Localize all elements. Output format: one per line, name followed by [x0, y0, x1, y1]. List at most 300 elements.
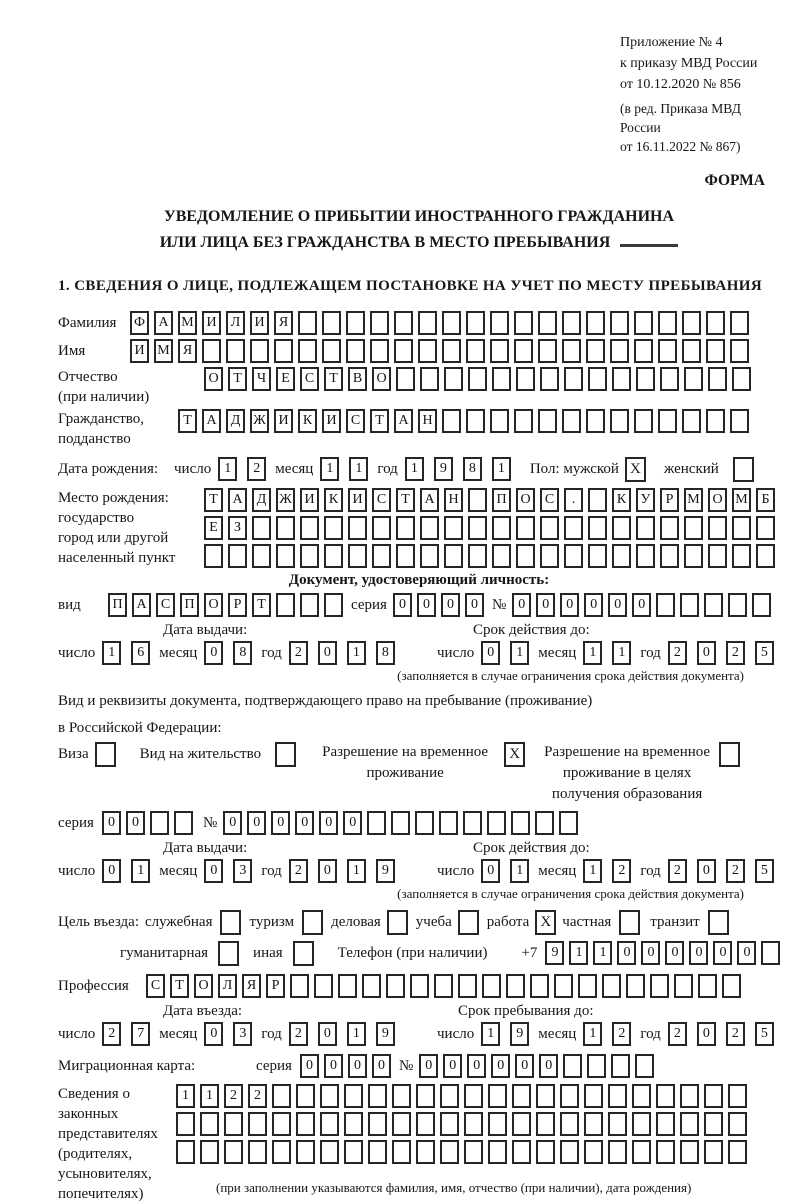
char-cell[interactable]: 0 — [324, 1054, 343, 1078]
char-cell[interactable] — [611, 1054, 630, 1078]
char-cell[interactable]: Л — [218, 974, 237, 998]
char-cell[interactable] — [728, 1140, 747, 1164]
char-cell[interactable] — [538, 339, 557, 363]
char-cell[interactable]: . — [564, 488, 583, 512]
char-cell[interactable] — [536, 1112, 555, 1136]
char-cell[interactable] — [656, 1084, 675, 1108]
char-cell[interactable]: 9 — [376, 859, 395, 883]
char-cell[interactable]: 5 — [755, 641, 774, 665]
char-cell[interactable] — [588, 516, 607, 540]
char-cell[interactable]: 2 — [668, 1022, 687, 1046]
char-cell[interactable] — [728, 593, 747, 617]
char-cell[interactable] — [492, 367, 511, 391]
char-cell[interactable] — [362, 974, 381, 998]
char-cell[interactable]: 0 — [102, 859, 121, 883]
char-cell[interactable] — [463, 811, 482, 835]
char-cell[interactable]: 0 — [419, 1054, 438, 1078]
char-cell[interactable]: 2 — [726, 859, 745, 883]
char-cell[interactable]: 1 — [510, 641, 529, 665]
char-cell[interactable]: 1 — [405, 457, 424, 481]
char-cell[interactable] — [660, 516, 679, 540]
char-cell[interactable] — [320, 1140, 339, 1164]
temp-residence-edu-checkbox[interactable] — [719, 742, 740, 767]
char-cell[interactable] — [367, 811, 386, 835]
char-cell[interactable]: 2 — [726, 641, 745, 665]
char-cell[interactable] — [276, 593, 295, 617]
char-cell[interactable] — [296, 1084, 315, 1108]
char-cell[interactable] — [586, 409, 605, 433]
char-cell[interactable] — [634, 339, 653, 363]
char-cell[interactable]: М — [154, 339, 173, 363]
char-cell[interactable] — [684, 367, 703, 391]
char-cell[interactable] — [276, 516, 295, 540]
char-cell[interactable] — [296, 1112, 315, 1136]
char-cell[interactable] — [252, 544, 271, 568]
char-cell[interactable]: С — [300, 367, 319, 391]
char-cell[interactable] — [722, 974, 741, 998]
char-cell[interactable]: Н — [444, 488, 463, 512]
char-cell[interactable] — [578, 974, 597, 998]
char-cell[interactable] — [588, 367, 607, 391]
char-cell[interactable] — [610, 311, 629, 335]
char-cell[interactable] — [732, 516, 751, 540]
char-cell[interactable]: 0 — [481, 859, 500, 883]
char-cell[interactable]: Е — [276, 367, 295, 391]
char-cell[interactable] — [320, 1112, 339, 1136]
char-cell[interactable]: 2 — [289, 859, 308, 883]
purpose-work-checkbox[interactable]: X — [535, 910, 556, 935]
char-cell[interactable]: 2 — [248, 1084, 267, 1108]
char-cell[interactable]: 1 — [347, 1022, 366, 1046]
char-cell[interactable]: Т — [178, 409, 197, 433]
char-cell[interactable] — [314, 974, 333, 998]
char-cell[interactable]: 1 — [593, 941, 612, 965]
char-cell[interactable]: 2 — [289, 641, 308, 665]
char-cell[interactable] — [394, 339, 413, 363]
char-cell[interactable] — [538, 409, 557, 433]
purpose-business-checkbox[interactable] — [387, 910, 408, 935]
char-cell[interactable] — [563, 1054, 582, 1078]
char-cell[interactable]: О — [708, 488, 727, 512]
char-cell[interactable]: 0 — [512, 593, 531, 617]
char-cell[interactable]: 9 — [434, 457, 453, 481]
char-cell[interactable] — [416, 1140, 435, 1164]
char-cell[interactable]: 0 — [372, 1054, 391, 1078]
char-cell[interactable] — [492, 544, 511, 568]
char-cell[interactable] — [704, 1112, 723, 1136]
char-cell[interactable]: Ч — [252, 367, 271, 391]
char-cell[interactable] — [708, 367, 727, 391]
char-cell[interactable] — [632, 1084, 651, 1108]
char-cell[interactable]: 0 — [539, 1054, 558, 1078]
char-cell[interactable]: 0 — [560, 593, 579, 617]
char-cell[interactable]: 2 — [247, 457, 266, 481]
char-cell[interactable] — [226, 339, 245, 363]
char-cell[interactable] — [761, 941, 780, 965]
char-cell[interactable]: 0 — [393, 593, 412, 617]
char-cell[interactable]: М — [178, 311, 197, 335]
char-cell[interactable] — [656, 1140, 675, 1164]
purpose-study-checkbox[interactable] — [458, 910, 479, 935]
char-cell[interactable] — [300, 544, 319, 568]
char-cell[interactable] — [554, 974, 573, 998]
char-cell[interactable]: А — [420, 488, 439, 512]
char-cell[interactable] — [658, 409, 677, 433]
char-cell[interactable]: 2 — [289, 1022, 308, 1046]
char-cell[interactable]: 0 — [617, 941, 636, 965]
char-cell[interactable]: О — [372, 367, 391, 391]
char-cell[interactable] — [512, 1084, 531, 1108]
purpose-official-checkbox[interactable] — [220, 910, 241, 935]
char-cell[interactable]: М — [684, 488, 703, 512]
char-cell[interactable] — [228, 544, 247, 568]
char-cell[interactable] — [682, 311, 701, 335]
char-cell[interactable]: 0 — [247, 811, 266, 835]
char-cell[interactable]: 0 — [271, 811, 290, 835]
char-cell[interactable]: 0 — [737, 941, 756, 965]
char-cell[interactable]: 0 — [295, 811, 314, 835]
char-cell[interactable]: 9 — [545, 941, 564, 965]
char-cell[interactable]: О — [194, 974, 213, 998]
char-cell[interactable]: 2 — [102, 1022, 121, 1046]
char-cell[interactable] — [632, 1112, 651, 1136]
char-cell[interactable]: 0 — [441, 593, 460, 617]
char-cell[interactable]: 0 — [417, 593, 436, 617]
char-cell[interactable] — [200, 1112, 219, 1136]
char-cell[interactable] — [396, 516, 415, 540]
char-cell[interactable] — [320, 1084, 339, 1108]
char-cell[interactable] — [560, 1140, 579, 1164]
sex-male-checkbox[interactable]: X — [625, 457, 646, 482]
char-cell[interactable]: С — [346, 409, 365, 433]
char-cell[interactable] — [200, 1140, 219, 1164]
char-cell[interactable] — [704, 1084, 723, 1108]
char-cell[interactable] — [418, 311, 437, 335]
char-cell[interactable]: 2 — [668, 859, 687, 883]
char-cell[interactable] — [608, 1140, 627, 1164]
char-cell[interactable] — [680, 593, 699, 617]
char-cell[interactable]: 1 — [612, 641, 631, 665]
char-cell[interactable] — [708, 544, 727, 568]
char-cell[interactable]: 1 — [102, 641, 121, 665]
char-cell[interactable] — [506, 974, 525, 998]
char-cell[interactable]: О — [516, 488, 535, 512]
char-cell[interactable]: Т — [228, 367, 247, 391]
char-cell[interactable] — [464, 1140, 483, 1164]
char-cell[interactable] — [468, 367, 487, 391]
char-cell[interactable]: 9 — [376, 1022, 395, 1046]
char-cell[interactable] — [300, 516, 319, 540]
char-cell[interactable]: 1 — [583, 1022, 602, 1046]
char-cell[interactable]: 0 — [343, 811, 362, 835]
char-cell[interactable]: 0 — [536, 593, 555, 617]
char-cell[interactable]: 2 — [224, 1084, 243, 1108]
char-cell[interactable]: И — [322, 409, 341, 433]
char-cell[interactable] — [588, 544, 607, 568]
char-cell[interactable]: 0 — [348, 1054, 367, 1078]
char-cell[interactable]: А — [132, 593, 151, 617]
char-cell[interactable] — [682, 339, 701, 363]
char-cell[interactable] — [511, 811, 530, 835]
char-cell[interactable]: 1 — [347, 859, 366, 883]
char-cell[interactable]: 0 — [491, 1054, 510, 1078]
char-cell[interactable] — [698, 974, 717, 998]
sex-female-checkbox[interactable] — [733, 457, 754, 482]
char-cell[interactable] — [704, 1140, 723, 1164]
char-cell[interactable] — [434, 974, 453, 998]
char-cell[interactable] — [602, 974, 621, 998]
char-cell[interactable] — [418, 339, 437, 363]
char-cell[interactable] — [530, 974, 549, 998]
char-cell[interactable]: П — [492, 488, 511, 512]
char-cell[interactable]: А — [394, 409, 413, 433]
char-cell[interactable] — [176, 1112, 195, 1136]
char-cell[interactable] — [684, 516, 703, 540]
char-cell[interactable] — [612, 516, 631, 540]
char-cell[interactable]: 1 — [583, 859, 602, 883]
char-cell[interactable] — [296, 1140, 315, 1164]
char-cell[interactable] — [656, 1112, 675, 1136]
char-cell[interactable] — [420, 544, 439, 568]
char-cell[interactable] — [626, 974, 645, 998]
char-cell[interactable]: Ж — [276, 488, 295, 512]
char-cell[interactable] — [608, 1084, 627, 1108]
char-cell[interactable]: 1 — [510, 859, 529, 883]
char-cell[interactable] — [392, 1084, 411, 1108]
char-cell[interactable] — [298, 311, 317, 335]
char-cell[interactable]: 0 — [608, 593, 627, 617]
char-cell[interactable]: Т — [324, 367, 343, 391]
char-cell[interactable] — [204, 544, 223, 568]
char-cell[interactable] — [250, 339, 269, 363]
char-cell[interactable]: Л — [226, 311, 245, 335]
char-cell[interactable] — [658, 311, 677, 335]
char-cell[interactable]: Р — [660, 488, 679, 512]
char-cell[interactable]: С — [156, 593, 175, 617]
char-cell[interactable]: 0 — [481, 641, 500, 665]
char-cell[interactable]: 0 — [319, 811, 338, 835]
char-cell[interactable] — [440, 1112, 459, 1136]
char-cell[interactable] — [492, 516, 511, 540]
char-cell[interactable] — [564, 516, 583, 540]
char-cell[interactable]: 2 — [612, 1022, 631, 1046]
char-cell[interactable] — [272, 1140, 291, 1164]
char-cell[interactable]: Я — [242, 974, 261, 998]
char-cell[interactable]: 1 — [131, 859, 150, 883]
char-cell[interactable] — [674, 974, 693, 998]
char-cell[interactable]: 2 — [612, 859, 631, 883]
char-cell[interactable]: С — [540, 488, 559, 512]
char-cell[interactable]: Т — [204, 488, 223, 512]
char-cell[interactable] — [276, 544, 295, 568]
char-cell[interactable]: 1 — [583, 641, 602, 665]
char-cell[interactable] — [536, 1140, 555, 1164]
char-cell[interactable] — [584, 1084, 603, 1108]
char-cell[interactable] — [516, 367, 535, 391]
char-cell[interactable]: И — [348, 488, 367, 512]
residence-permit-checkbox[interactable] — [275, 742, 296, 767]
char-cell[interactable] — [338, 974, 357, 998]
char-cell[interactable] — [512, 1140, 531, 1164]
char-cell[interactable] — [272, 1084, 291, 1108]
char-cell[interactable] — [514, 339, 533, 363]
char-cell[interactable] — [344, 1084, 363, 1108]
char-cell[interactable]: 0 — [223, 811, 242, 835]
char-cell[interactable]: 1 — [218, 457, 237, 481]
char-cell[interactable]: И — [130, 339, 149, 363]
char-cell[interactable]: Т — [252, 593, 271, 617]
char-cell[interactable] — [682, 409, 701, 433]
char-cell[interactable] — [488, 1140, 507, 1164]
char-cell[interactable]: 0 — [641, 941, 660, 965]
char-cell[interactable]: 7 — [131, 1022, 150, 1046]
char-cell[interactable] — [444, 544, 463, 568]
char-cell[interactable]: 0 — [318, 1022, 337, 1046]
char-cell[interactable] — [324, 593, 343, 617]
purpose-other-checkbox[interactable] — [293, 941, 314, 966]
purpose-private-checkbox[interactable] — [619, 910, 640, 935]
char-cell[interactable] — [224, 1140, 243, 1164]
char-cell[interactable]: 1 — [176, 1084, 195, 1108]
char-cell[interactable] — [346, 339, 365, 363]
char-cell[interactable] — [466, 409, 485, 433]
char-cell[interactable] — [562, 409, 581, 433]
char-cell[interactable] — [538, 311, 557, 335]
char-cell[interactable] — [490, 339, 509, 363]
char-cell[interactable] — [368, 1112, 387, 1136]
char-cell[interactable]: О — [204, 593, 223, 617]
char-cell[interactable] — [420, 367, 439, 391]
char-cell[interactable] — [368, 1084, 387, 1108]
char-cell[interactable]: С — [146, 974, 165, 998]
temp-residence-checkbox[interactable]: X — [504, 742, 525, 767]
char-cell[interactable] — [440, 1140, 459, 1164]
char-cell[interactable] — [612, 544, 631, 568]
char-cell[interactable]: 3 — [233, 859, 252, 883]
char-cell[interactable] — [415, 811, 434, 835]
char-cell[interactable]: 1 — [200, 1084, 219, 1108]
char-cell[interactable] — [488, 1084, 507, 1108]
char-cell[interactable]: 0 — [697, 1022, 716, 1046]
char-cell[interactable] — [346, 311, 365, 335]
char-cell[interactable] — [439, 811, 458, 835]
char-cell[interactable] — [564, 367, 583, 391]
char-cell[interactable]: Д — [226, 409, 245, 433]
char-cell[interactable] — [490, 311, 509, 335]
char-cell[interactable] — [512, 1112, 531, 1136]
char-cell[interactable]: 0 — [300, 1054, 319, 1078]
char-cell[interactable]: П — [180, 593, 199, 617]
char-cell[interactable] — [386, 974, 405, 998]
char-cell[interactable] — [394, 311, 413, 335]
char-cell[interactable] — [468, 516, 487, 540]
char-cell[interactable]: 0 — [204, 859, 223, 883]
char-cell[interactable] — [730, 409, 749, 433]
char-cell[interactable] — [324, 544, 343, 568]
char-cell[interactable] — [730, 311, 749, 335]
char-cell[interactable] — [176, 1140, 195, 1164]
char-cell[interactable] — [487, 811, 506, 835]
char-cell[interactable] — [150, 811, 169, 835]
char-cell[interactable] — [370, 311, 389, 335]
char-cell[interactable] — [344, 1140, 363, 1164]
char-cell[interactable]: Я — [178, 339, 197, 363]
char-cell[interactable] — [610, 339, 629, 363]
char-cell[interactable]: И — [202, 311, 221, 335]
char-cell[interactable]: 0 — [515, 1054, 534, 1078]
char-cell[interactable]: 8 — [376, 641, 395, 665]
char-cell[interactable] — [392, 1112, 411, 1136]
char-cell[interactable] — [728, 1084, 747, 1108]
purpose-transit-checkbox[interactable] — [708, 910, 729, 935]
char-cell[interactable]: 0 — [102, 811, 121, 835]
char-cell[interactable]: 0 — [465, 593, 484, 617]
char-cell[interactable] — [468, 488, 487, 512]
char-cell[interactable] — [290, 974, 309, 998]
char-cell[interactable] — [488, 1112, 507, 1136]
char-cell[interactable] — [564, 544, 583, 568]
char-cell[interactable]: О — [204, 367, 223, 391]
char-cell[interactable] — [588, 488, 607, 512]
char-cell[interactable] — [680, 1140, 699, 1164]
char-cell[interactable]: Н — [418, 409, 437, 433]
char-cell[interactable] — [608, 1112, 627, 1136]
char-cell[interactable]: Т — [370, 409, 389, 433]
char-cell[interactable]: 1 — [569, 941, 588, 965]
char-cell[interactable] — [562, 339, 581, 363]
char-cell[interactable]: Ж — [250, 409, 269, 433]
char-cell[interactable]: И — [300, 488, 319, 512]
char-cell[interactable]: Т — [170, 974, 189, 998]
char-cell[interactable] — [660, 544, 679, 568]
char-cell[interactable] — [442, 409, 461, 433]
char-cell[interactable]: 1 — [347, 641, 366, 665]
char-cell[interactable]: 0 — [204, 641, 223, 665]
char-cell[interactable]: 9 — [510, 1022, 529, 1046]
char-cell[interactable]: Т — [396, 488, 415, 512]
char-cell[interactable] — [636, 367, 655, 391]
char-cell[interactable] — [752, 593, 771, 617]
char-cell[interactable] — [706, 339, 725, 363]
char-cell[interactable] — [756, 516, 775, 540]
char-cell[interactable]: 5 — [755, 1022, 774, 1046]
char-cell[interactable] — [680, 1084, 699, 1108]
char-cell[interactable] — [584, 1112, 603, 1136]
char-cell[interactable]: И — [250, 311, 269, 335]
char-cell[interactable] — [586, 339, 605, 363]
char-cell[interactable] — [636, 516, 655, 540]
char-cell[interactable] — [224, 1112, 243, 1136]
char-cell[interactable] — [704, 593, 723, 617]
char-cell[interactable] — [490, 409, 509, 433]
char-cell[interactable]: 6 — [131, 641, 150, 665]
char-cell[interactable]: 8 — [463, 457, 482, 481]
char-cell[interactable] — [587, 1054, 606, 1078]
char-cell[interactable]: 0 — [126, 811, 145, 835]
char-cell[interactable] — [396, 367, 415, 391]
char-cell[interactable] — [300, 593, 319, 617]
char-cell[interactable] — [324, 516, 343, 540]
char-cell[interactable]: И — [274, 409, 293, 433]
char-cell[interactable]: 0 — [318, 859, 337, 883]
char-cell[interactable]: 1 — [349, 457, 368, 481]
char-cell[interactable]: 0 — [632, 593, 651, 617]
char-cell[interactable] — [322, 339, 341, 363]
char-cell[interactable] — [464, 1112, 483, 1136]
char-cell[interactable]: 8 — [233, 641, 252, 665]
char-cell[interactable]: Д — [252, 488, 271, 512]
char-cell[interactable] — [560, 1084, 579, 1108]
